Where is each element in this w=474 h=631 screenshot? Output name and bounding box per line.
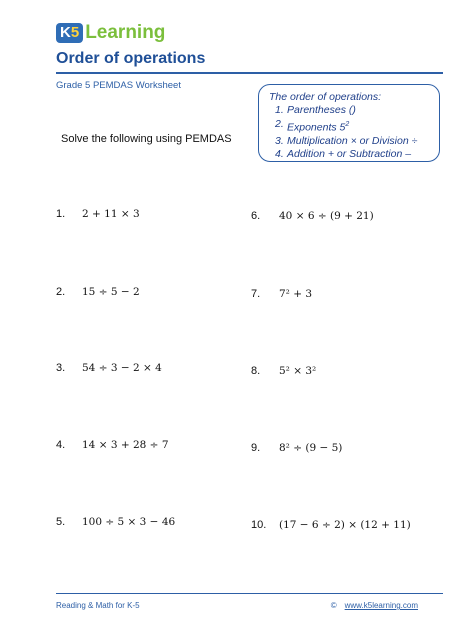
footer-divider (56, 593, 443, 594)
problem-expression: 2 + 11 × 3 (82, 208, 140, 220)
info-item-number: 4. (275, 148, 284, 160)
footer-tagline: Reading & Math for K-5 (56, 601, 140, 610)
info-item-text: Multiplication × or Division ÷ (287, 134, 418, 147)
problem-6 (251, 210, 374, 222)
problem-number: 6. (251, 210, 261, 222)
problem-expression: 14 × 3 + 28 ÷ 7 (82, 439, 169, 451)
problem-number: 8. (251, 365, 261, 377)
website-link[interactable]: www.k5learning.com (344, 601, 418, 610)
problem-5 (56, 516, 175, 528)
copyright-symbol: © (330, 601, 337, 610)
problem-number: 10. (251, 519, 267, 531)
problem-number: 4. (56, 439, 66, 451)
page-subtitle: Grade 5 PEMDAS Worksheet (56, 80, 181, 91)
info-item-number: 1. (275, 104, 284, 116)
problem-9 (251, 442, 342, 454)
logo-text: Learning (85, 22, 166, 43)
problem-number: 7. (251, 288, 261, 300)
info-item (269, 104, 429, 118)
problem-expression: 8² ÷ (9 − 5) (279, 442, 343, 454)
problem-2 (56, 286, 140, 298)
logo-badge (56, 23, 83, 43)
info-item-number: 3. (275, 134, 284, 147)
info-item (269, 135, 429, 149)
problem-number: 3. (56, 362, 66, 374)
problem-expression: 7² + 3 (279, 288, 313, 300)
order-of-operations-box (258, 84, 440, 162)
problem-8 (251, 365, 316, 377)
info-item (269, 118, 429, 135)
problem-3 (56, 362, 162, 374)
footer-right (331, 601, 418, 610)
info-item (269, 148, 429, 162)
problem-expression: 15 ÷ 5 − 2 (82, 286, 140, 298)
problem-10 (251, 519, 411, 531)
problem-expression: (17 − 6 ÷ 2) × (12 + 11) (279, 519, 411, 531)
problem-number: 2. (56, 286, 66, 298)
problem-4 (56, 439, 169, 451)
problem-7 (251, 288, 312, 300)
problem-expression: 40 × 6 ÷ (9 + 21) (279, 210, 374, 222)
info-item-text: Addition + or Subtraction – (287, 148, 412, 160)
info-item-superscript: 2 (345, 120, 350, 128)
instruction-text: Solve the following using PEMDAS (61, 133, 232, 145)
problem-expression: 54 ÷ 3 − 2 × 4 (82, 362, 162, 374)
header-divider (56, 72, 443, 74)
logo-five: 5 (70, 24, 80, 41)
problem-number: 5. (56, 516, 66, 528)
logo-k: K (60, 24, 71, 41)
info-item-number: 2. (275, 117, 284, 130)
info-box-list (269, 104, 429, 162)
problem-expression: 5² × 3² (279, 365, 317, 377)
problem-expression: 100 ÷ 5 × 3 − 46 (82, 516, 176, 528)
info-box-title: The order of operations: (269, 91, 382, 103)
problem-1 (56, 208, 140, 220)
info-item-text: Exponents 5 (287, 121, 346, 133)
problem-number: 1. (56, 208, 66, 220)
k5-learning-logo (56, 22, 165, 44)
info-item-text: Parentheses () (287, 104, 356, 116)
problem-number: 9. (251, 442, 261, 454)
page-title: Order of operations (56, 50, 206, 67)
